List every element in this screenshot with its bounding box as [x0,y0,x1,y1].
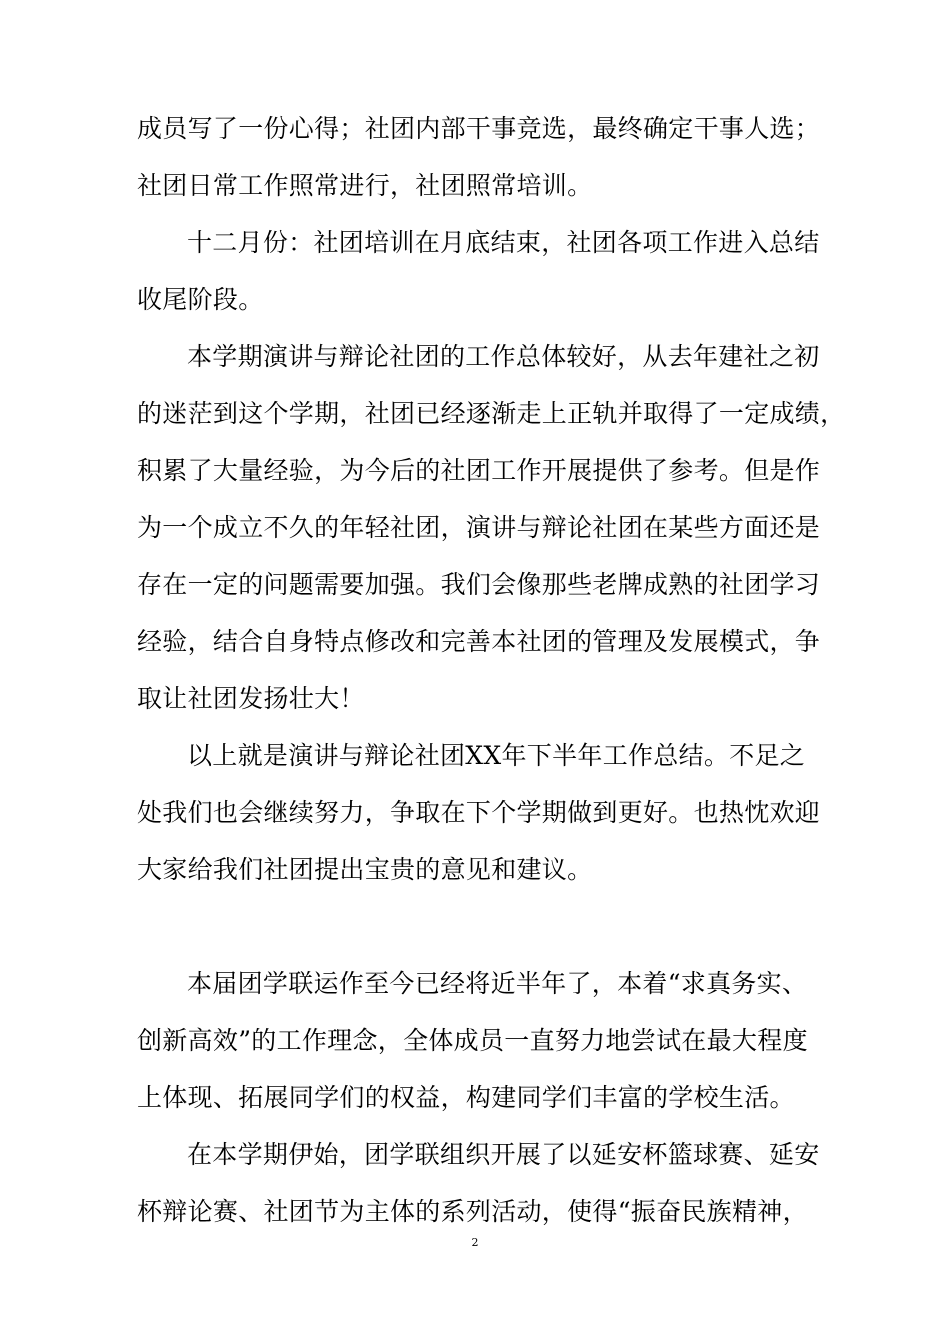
text-line: 取让社团发扬壮大！ [137,684,365,713]
text-line: 上体现、拓展同学们的权益，构建同学们丰富的学校生活。 [137,1083,795,1112]
text-line: 为一个成立不久的年轻社团，演讲与辩论社团在某些方面还是 [137,513,821,542]
paragraph-start-line: 十二月份：社团培训在月底结束，社团各项工作进入总结 [187,228,820,257]
paragraph-start-line: 以上就是演讲与辩论社团XX年下半年工作总结。不足之 [187,741,806,770]
text-line: 创新高效”的工作理念，全体成员一直努力地尝试在最大程度 [137,1026,808,1055]
text-line: 成员写了一份心得；社团内部干事竞选，最终确定干事人选； [137,114,821,143]
paragraph-start-line: 在本学期伊始，团学联组织开展了以延安杯篮球赛、延安 [187,1140,820,1169]
text-line: 经验，结合自身特点修改和完善本社团的管理及发展模式，争 [137,627,821,656]
text-line: 社团日常工作照常进行，社团照常培训。 [137,171,593,200]
text-line: 积累了大量经验，为今后的社团工作开展提供了参考。但是作 [137,456,821,485]
text-line: 存在一定的问题需要加强。我们会像那些老牌成熟的社团学习 [137,570,821,599]
text-line: 收尾阶段。 [137,285,264,314]
text-line: 处我们也会继续努力，争取在下个学期做到更好。也热忱欢迎 [137,798,821,827]
text-line: 大家给我们社团提出宝贵的意见和建议。 [137,855,593,884]
paragraph-start-line: 本届团学联运作至今已经将近半年了，本着“求真务实、 [187,969,808,998]
paragraph-start-line: 本学期演讲与辩论社团的工作总体较好，从去年建社之初 [187,342,820,371]
text-line: 的迷茫到这个学期，社团已经逐渐走上正轨并取得了一定成绩， [137,399,846,428]
page-number: 2 [471,1236,479,1249]
text-line: 杯辩论赛、社团节为主体的系列活动，使得“振奋民族精神， [137,1197,808,1226]
